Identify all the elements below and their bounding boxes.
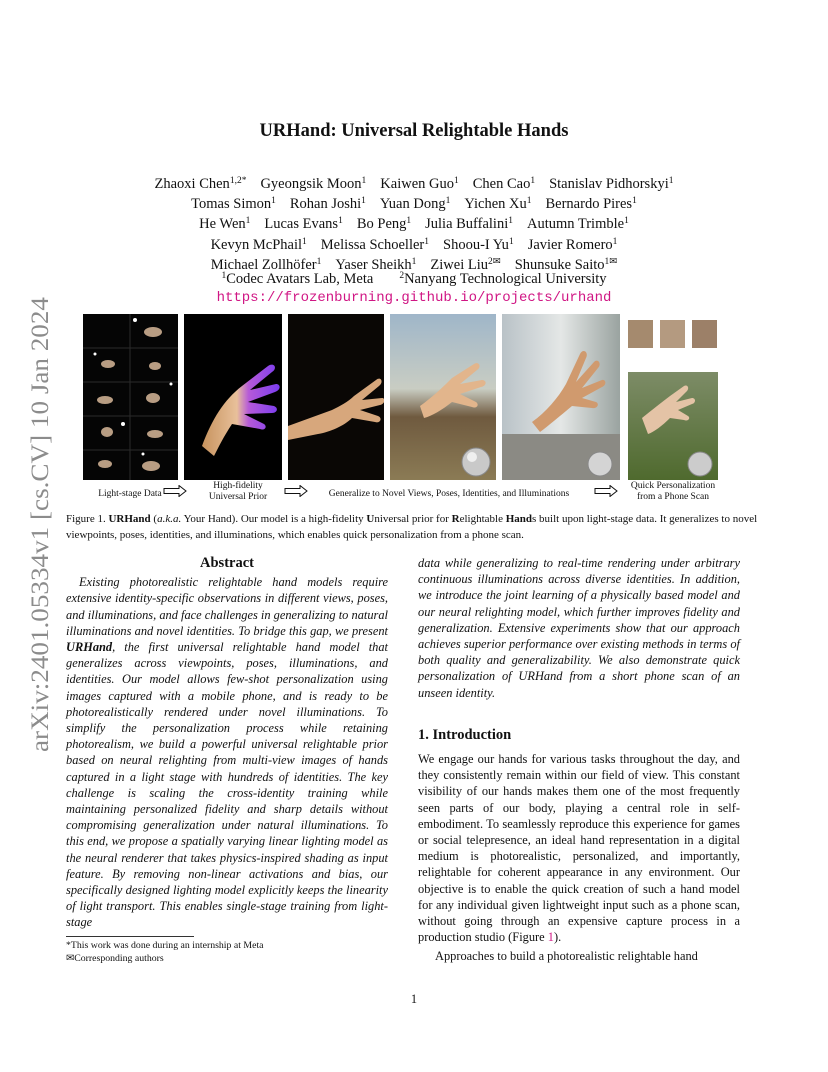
- stage-label-generalize: Generalize to Novel Views, Poses, Identities, and Illuminations: [328, 489, 570, 499]
- author-affiliation-mark: 1: [526, 196, 532, 207]
- author-name: Stanislav Pidhorskyi$^1$: [549, 176, 674, 192]
- author-affiliation-mark: 1: [632, 196, 637, 207]
- author-affiliation-mark: 1: [445, 196, 451, 207]
- author-name: Rohan Joshi$^1$: [289, 196, 366, 213]
- phone-scan-thumbnail-2: [660, 320, 685, 348]
- author-name: Yaser Sheikh$^1$: [335, 256, 417, 273]
- author-name: Kaiwen Guo$^1$: [380, 176, 459, 192]
- caption-model-name: URHand: [108, 513, 151, 525]
- author-name: Julia Buffalini$^1$: [425, 216, 513, 233]
- author-affiliation-mark: 1: [245, 216, 251, 227]
- phone-scan-thumbnail-3: [692, 320, 717, 348]
- author-name: Yuan Dong$^1$: [379, 196, 451, 213]
- author-name: Autumn Trimble$^1$: [526, 216, 629, 233]
- affiliation-item: $^2$Nanyang Technological University: [399, 271, 607, 287]
- phone-scan-thumbnail-1: [628, 320, 653, 348]
- left-column: [66, 555, 388, 931]
- stage-arrow-icon: [284, 485, 308, 497]
- author-name: Gyeongsik Moon$^1$: [260, 176, 367, 192]
- project-url-link[interactable]: https://frozenburning.github.io/projects/urhand: [216, 290, 612, 306]
- arxiv-stamp-text: arXiv:2401.05334v1 [cs.CV] 10 Jan 2024: [27, 332, 54, 752]
- footnote-internship: *This work was done during an internship at Meta: [66, 940, 264, 951]
- author-name: Shunsuke Saito$^{1✉}$: [514, 256, 618, 273]
- author-name: Shoou-I Yu$^1$: [443, 236, 514, 253]
- author-name: Lucas Evans$^1$: [264, 216, 343, 233]
- author-affiliation-mark: 1: [508, 236, 514, 247]
- affiliation-item: $^1$Codec Avatars Lab, Meta: [221, 271, 374, 287]
- author-affiliation-mark: 1: [338, 216, 343, 227]
- right-column: [418, 555, 740, 965]
- author-name: Javier Romero$^1$: [527, 236, 618, 253]
- author-affiliation-mark: 1: [411, 256, 417, 267]
- figure-1-link[interactable]: 1: [547, 930, 554, 945]
- author-affiliation-mark: 1: [361, 176, 367, 186]
- stage-arrow-icon: [594, 485, 618, 497]
- abstract-heading: Abstract: [200, 555, 254, 571]
- author-list: [90, 174, 738, 275]
- novel-view-hand-image: [288, 314, 384, 480]
- abstract-continuation: data while generalizing to real-time rendering under arbitrary continuous illuminations across diverse identities. In addition, we introduce the joint learning of a physically based model and our neural relighting model, which further improves fidelity and generalization. Extensive experiments show that our approach achieves superior performance over existing methods in terms of both quality and generalizability. We also demonstrate quick personalization of URHand from a short phone scan of an unseen identity.: [418, 556, 740, 700]
- introduction-paragraph-2: Approaches to build a photorealistic relightable hand: [435, 949, 698, 964]
- author-name: Chen Cao$^1$: [472, 176, 536, 192]
- author-row: [90, 214, 738, 234]
- footnote-rule: [66, 936, 194, 937]
- author-affiliation-mark: 1: [316, 256, 322, 267]
- author-name: He Wen$^1$: [199, 216, 251, 233]
- figure-label: Figure 1.: [66, 513, 106, 525]
- author-affiliation-mark: 1: [361, 196, 366, 207]
- author-name: Bernardo Pires$^1$: [545, 196, 637, 213]
- light-stage-grid-image: [83, 314, 178, 480]
- author-affiliation-mark: 1: [406, 216, 412, 227]
- author-affiliation-mark: 2✉: [488, 256, 501, 267]
- author-name: Zhaoxi Chen$^{1,2*}$: [154, 176, 247, 192]
- author-affiliation-mark: 1: [508, 216, 513, 227]
- author-affiliation-mark: 1: [624, 216, 629, 227]
- novel-illumination-hand-image: [390, 314, 496, 480]
- author-affiliation-mark: 1: [454, 176, 459, 186]
- introduction-heading: 1. Introduction: [418, 726, 512, 743]
- stage-label-universal-prior: High-fidelity Universal Prior: [208, 481, 268, 502]
- stage-arrow-icon: [163, 485, 187, 497]
- author-row: [90, 235, 738, 255]
- author-name: Melissa Schoeller$^1$: [320, 236, 429, 253]
- author-affiliation-mark: 1,2*: [229, 176, 247, 186]
- author-name: Kevyn McPhail$^1$: [210, 236, 307, 253]
- stage-label-light-stage: Light-stage Data: [98, 489, 162, 499]
- author-row: [90, 174, 738, 194]
- author-name: Yichen Xu$^1$: [464, 196, 532, 213]
- author-affiliation-mark: 1: [271, 196, 276, 207]
- page-number: 1: [410, 992, 418, 1006]
- footnote-corresponding: ✉Corresponding authors: [66, 953, 164, 964]
- author-name: Ziwei Liu$^{2✉}$: [430, 256, 501, 273]
- figure-caption: Figure 1. URHand (a.k.a. Your Hand). Our model is a high-fidelity Universal prior for Relightable Hands built upon light-stage data. It generalizes to novel viewpoints, poses, identities, and illuminations, which enables quick personalization from a phone scan.: [66, 513, 758, 541]
- author-affiliation-mark: 1: [424, 236, 429, 247]
- phone-scan-personalized-hand-image: [628, 372, 718, 480]
- stage-label-personalization: Quick Personalization from a Phone Scan: [630, 481, 716, 502]
- introduction-paragraph-1: We engage our hands for various tasks throughout the day, and they consistently remain within our field of view. This constant visibility of our hands makes them one of the most frequently seen parts of our body, playing a central role in self-embodiment. To seamlessly reproduce this experience for games or social telepresence, an ideal hand representation in a digital medium is photorealistic, personalized, and importantly, relightable for coherent appearance in any environment. Our objective is to enable the quick creation of such a hand model for any individual given lightweight input such as a phone scan, without going through an expensive capture process in a production studio (Figure 1).: [418, 752, 740, 945]
- author-name: Michael Zollhöfer$^1$: [210, 256, 322, 273]
- author-affiliation-mark: 1: [530, 176, 536, 186]
- universal-prior-hand-image: [184, 314, 282, 480]
- author-name: Tomas Simon$^1$: [191, 196, 276, 213]
- abstract-text: Existing photorealistic relightable hand models require extensive identity-specific observations in different views, poses, and illuminations, and face challenges in generalizing to natural illuminations and novel identities. To bridge this gap, we present URHand, the first universal relightable hand model that generalizes across viewpoints, poses, illuminations, and identities. Our model allows few-shot personalization using images captured with a mobile phone, and is ready to be photorealistically rendered under novel illuminations. To simplify the personalization process while retaining photorealism, we build a powerful universal relightable prior based on neural relighting from multi-view images of hands captured in a light stage with hundreds of identities. The key challenge is scaling the cross-identity training while maintaining personalized fidelity and sharp details without compromising generalization under natural illuminations. To this end, we propose a spatially varying linear lighting model as the neural renderer that takes physics-inspired shading as input feature. By removing non-linear activations and bias, our specifically designed lighting model explicitly keeps the linearity of light transport. This enables single-stage training from light-stage: [66, 575, 388, 930]
- affiliations: [0, 271, 828, 288]
- author-name: Bo Peng$^1$: [356, 216, 412, 233]
- author-row: [90, 194, 738, 214]
- author-affiliation-mark: 1: [302, 236, 307, 247]
- novel-identity-hand-image: [502, 314, 620, 480]
- abstract-model-name: URHand: [66, 640, 113, 655]
- author-affiliation-mark: 1: [612, 236, 618, 247]
- author-affiliation-mark: 1✉: [604, 256, 618, 267]
- paper-title: URHand: Universal Relightable Hands: [259, 121, 569, 141]
- author-affiliation-mark: 1: [668, 176, 674, 186]
- arxiv-stamp: [18, 290, 58, 760]
